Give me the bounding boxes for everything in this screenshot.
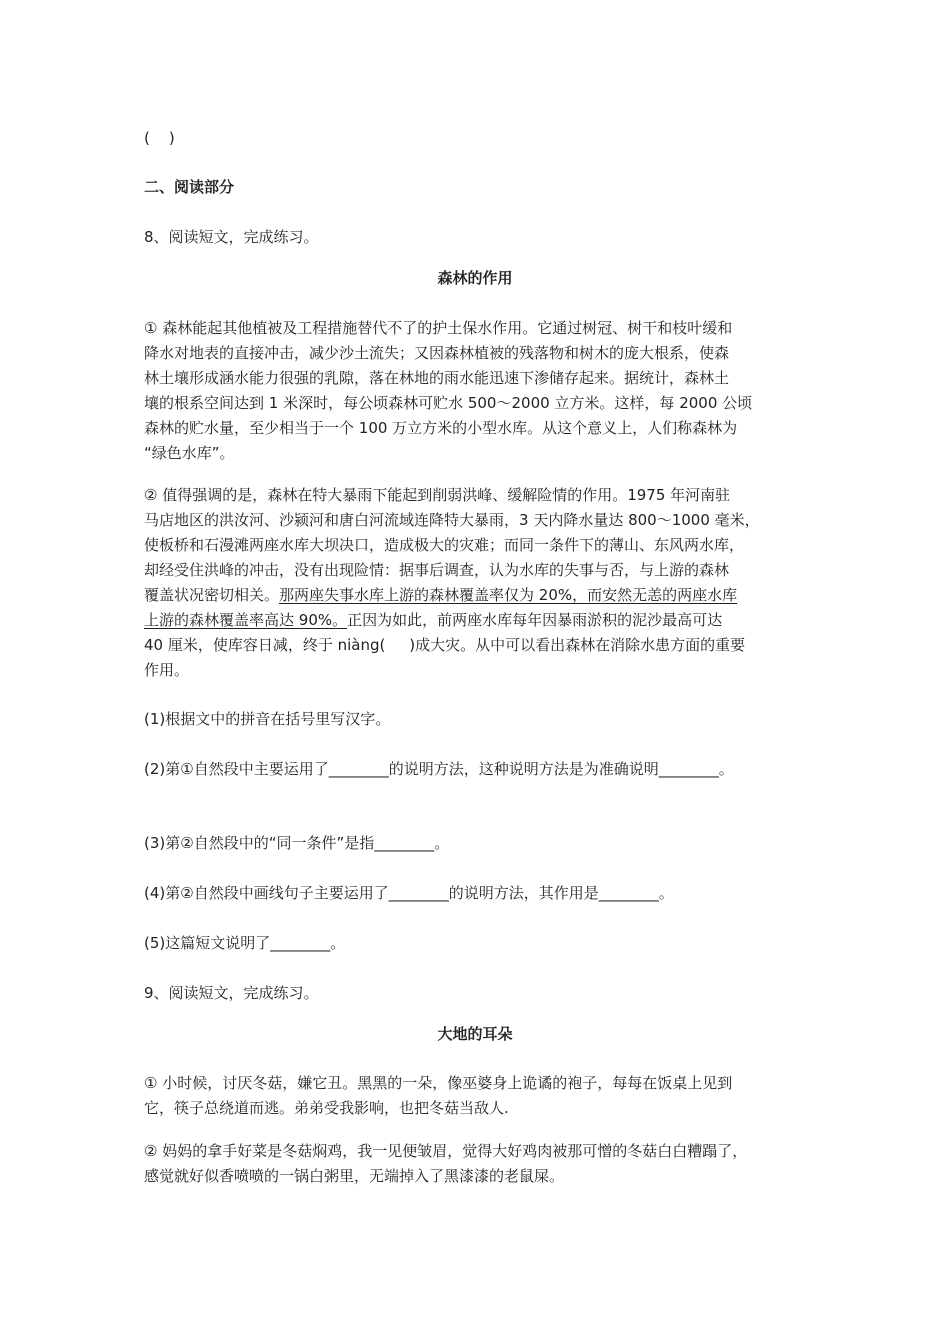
q8-p2-line: 马店地区的洪汝河、沙颍河和唐白河流域连降特大暴雨，3 天内降水量达 800～1000 毫米， <box>144 511 760 529</box>
q8-p1-line: 森林的贮水量，至少相当于一个 100 万立方米的小型水库。从这个意义上，人们称森林为 <box>144 419 738 437</box>
q8-prompt: 8、阅读短文，完成练习。 <box>144 228 319 246</box>
q7-answer-paren: ( ) <box>144 129 175 147</box>
q9-passage-title: 大地的耳朵 <box>437 1025 513 1043</box>
section-heading: 二、阅读部分 <box>144 178 235 196</box>
q9-prompt: 9、阅读短文，完成练习。 <box>144 984 319 1002</box>
q9-p2-line: 感觉就好似香喷喷的一锅白粥里，无端掉入了黑漆漆的老鼠屎。 <box>144 1167 565 1185</box>
q8-p2-line: 却经受住洪峰的冲击，没有出现险情：据事后调查，认为水库的失事与否，与上游的森林 <box>144 561 730 579</box>
q8-subquestion-5: (5)这篇短文说明了________。 <box>144 934 346 952</box>
q9-p1-line: ① 小时候，讨厌冬菇，嫌它丑。黑黑的一朵，像巫婆身上诡谲的袍子，每每在饭桌上见到 <box>144 1074 733 1092</box>
q8-p2-line <box>144 608 722 632</box>
q8-subquestion-4: (4)第②自然段中画线句子主要运用了________的说明方法，其作用是________。 <box>144 884 674 902</box>
q8-passage-title: 森林的作用 <box>437 269 513 287</box>
q8-p2-line: 作用。 <box>144 661 190 679</box>
q8-underlined-sentence: 那两座失事水库上游的森林覆盖率仅为 20%，而安然无恙的两座水库 <box>279 586 738 604</box>
q8-subquestion-3: (3)第②自然段中的“同一条件”是指________。 <box>144 834 450 852</box>
q8-p2-text: 正因为如此，前两座水库每年因暴雨淤积的泥沙最高可达 <box>347 611 723 629</box>
q8-p2-text: 覆盖状况密切相关。 <box>144 586 280 604</box>
q8-p2-line: 40 厘米，使库容日减，终于 niàng( )成大灾。从中可以看出森林在消除水患方面的重要 <box>144 636 746 654</box>
q8-p1-line: 壤的根系空间达到 1 米深时，每公顷森林可贮水 500～2000 立方米。这样，每 2000 公顷 <box>144 394 753 412</box>
q8-subquestion-2: (2)第①自然段中主要运用了________的说明方法，这种说明方法是为准确说明________。 <box>144 760 734 778</box>
q8-p1-line: 降水对地表的直接冲击，减少沙土流失；又因森林植被的残落物和树木的庞大根系，使森 <box>144 344 730 362</box>
q8-p1-line: 林土壤形成涵水能力很强的乳隙，落在林地的雨水能迅速下渗储存起来。据统计，森林土 <box>144 369 730 387</box>
q8-p2-line: ② 值得强调的是，森林在特大暴雨下能起到削弱洪峰、缓解险情的作用。1975 年河南驻 <box>144 486 731 504</box>
q8-subquestion-1: (1)根据文中的拼音在括号里写汉字。 <box>144 710 391 728</box>
q9-p1-line: 它，筷子总绕道而逃。弟弟受我影响，也把冬菇当敌人. <box>144 1099 509 1117</box>
q9-p2-line: ② 妈妈的拿手好菜是冬菇焖鸡，我一见便皱眉，觉得大好鸡肉被那可憎的冬菇白白糟蹋了， <box>144 1142 748 1160</box>
q8-underlined-sentence: 上游的森林覆盖率高达 90%。 <box>144 611 348 629</box>
q8-p2-line: 使板桥和石漫滩两座水库大坝决口，造成极大的灾难；而同一条件下的薄山、东风两水库， <box>144 536 745 554</box>
q8-p1-line: “绿色水库”。 <box>144 444 235 462</box>
q8-p1-line: ① 森林能起其他植被及工程措施替代不了的护土保水作用。它通过树冠、树干和枝叶缓和 <box>144 319 733 337</box>
q8-p2-line <box>144 583 737 607</box>
